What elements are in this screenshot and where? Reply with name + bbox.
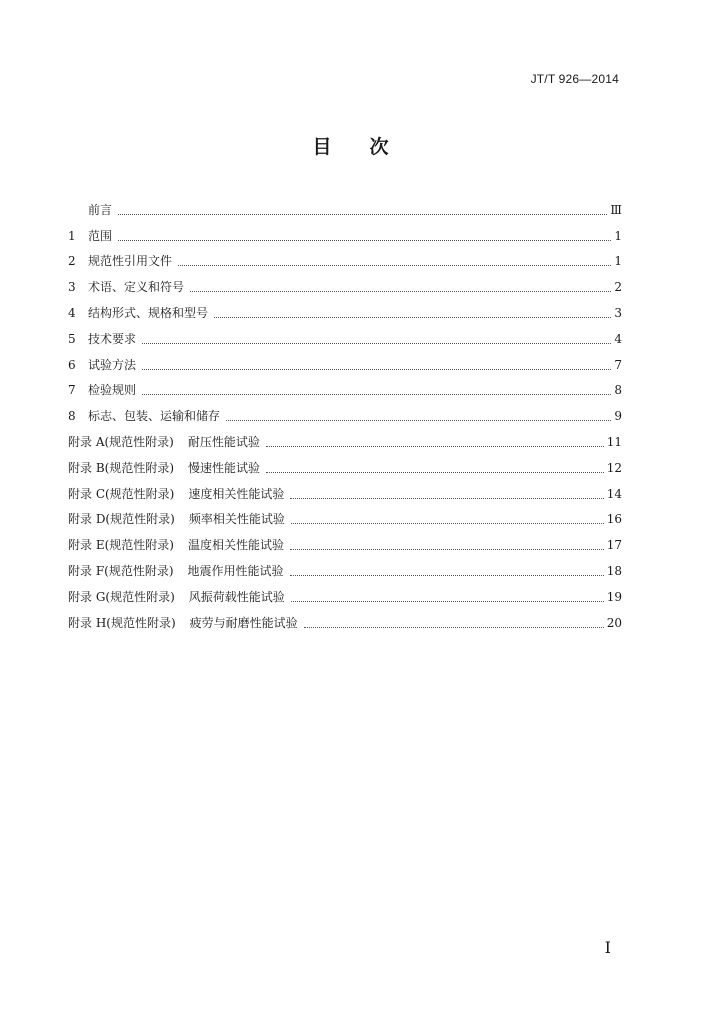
toc-leader [291,522,604,524]
toc-label: 附录 C(规范性附录) [68,486,175,501]
toc-entry-annex[interactable] [68,552,622,578]
toc-annex-title: 速度相关性能试验 [188,486,285,501]
toc-number: 2 [68,254,76,269]
toc-label: 技术要求 [88,331,137,346]
toc-leader [214,316,611,318]
toc-label: 规范性引用文件 [88,254,173,269]
toc-page-number: 12 [606,460,622,475]
toc-entry[interactable] [68,372,622,398]
toc-entry[interactable] [68,294,622,320]
toc-entry[interactable] [68,346,622,372]
toc-label: 附录 B(规范性附录) [68,460,174,475]
toc-leader [118,213,607,215]
toc-leader [142,342,611,344]
toc-leader [304,626,604,628]
toc-leader [290,497,603,499]
toc-label: 前言 [88,202,113,217]
toc-number: 6 [68,357,76,372]
toc-page-number: 14 [606,486,622,501]
toc-page-number: 1 [614,254,622,269]
toc-leader [290,548,604,550]
toc-page-number: 16 [606,512,622,527]
toc-entry-annex[interactable] [68,449,622,475]
toc-number: 7 [68,383,76,398]
toc-page-number: 3 [614,305,622,320]
toc-label: 术语、定义和符号 [88,280,185,295]
toc-page-number: 8 [614,383,622,398]
toc-annex-title: 耐压性能试验 [187,434,260,449]
toc-label: 附录 G(规范性附录) [68,589,175,604]
toc-page-number: 4 [614,331,622,346]
toc-leader [266,445,604,447]
toc-label: 检验规则 [88,383,137,398]
toc-number: 4 [68,305,76,320]
toc-leader [142,368,611,370]
toc-entry[interactable] [68,191,622,217]
toc-leader [142,393,611,395]
toc-page-number: Ⅲ [610,202,622,217]
toc-number: 5 [68,331,76,346]
page-title [0,132,701,159]
toc-leader [290,574,604,576]
toc-annex-title: 风振荷载性能试验 [188,589,285,604]
toc-page-number: 2 [614,280,622,295]
toc-entry-annex[interactable] [68,526,622,552]
toc-leader [118,239,611,241]
toc-leader [266,471,604,473]
toc-number: 3 [68,280,76,295]
toc-leader [190,290,611,292]
toc-page-number: 20 [606,615,622,630]
toc-label: 附录 A(规范性附录) [68,434,174,449]
toc-entry[interactable] [68,217,622,243]
toc-annex-title: 疲劳与耐磨性能试验 [189,615,298,630]
page-number: I [604,938,611,957]
toc-annex-title: 地震作用性能试验 [187,563,284,578]
standard-code: JT/T 926—2014 [530,72,619,86]
toc-label: 范围 [88,228,113,243]
toc-entry-annex[interactable] [68,423,622,449]
toc-label: 附录 E(规范性附录) [68,538,174,553]
toc-label: 附录 H(规范性附录) [68,615,176,630]
toc-number: 1 [68,228,76,243]
toc-page-number: 19 [606,589,622,604]
toc-entry-annex[interactable] [68,501,622,527]
toc-label: 标志、包装、运输和储存 [88,409,221,424]
toc-annex-title: 频率相关性能试验 [188,512,285,527]
toc-label: 附录 D(规范性附录) [68,512,175,527]
toc-entry-annex[interactable] [68,604,622,630]
toc-entry[interactable] [68,243,622,269]
toc-number: 8 [68,409,76,424]
toc-entry[interactable] [68,268,622,294]
toc-page-number: 9 [614,409,622,424]
toc-page-number: 7 [614,357,622,372]
toc-label: 试验方法 [88,357,137,372]
title-part-2: 次 [369,136,389,158]
toc-annex-title: 慢速性能试验 [188,460,261,475]
toc-page-number: 1 [614,228,622,243]
table-of-contents [68,191,622,630]
toc-page-number: 18 [606,563,622,578]
title-part-1: 目 [312,136,332,158]
toc-entry-annex[interactable] [68,475,622,501]
toc-leader [178,264,611,266]
toc-label: 附录 F(规范性附录) [68,563,174,578]
toc-page-number: 11 [606,434,622,449]
toc-page-number: 17 [606,538,622,553]
toc-leader [226,419,611,421]
toc-label: 结构形式、规格和型号 [88,305,209,320]
toc-entry-annex[interactable] [68,578,622,604]
toc-leader [291,600,604,602]
toc-annex-title: 温度相关性能试验 [187,538,284,553]
toc-entry[interactable] [68,320,622,346]
toc-entry[interactable] [68,397,622,423]
